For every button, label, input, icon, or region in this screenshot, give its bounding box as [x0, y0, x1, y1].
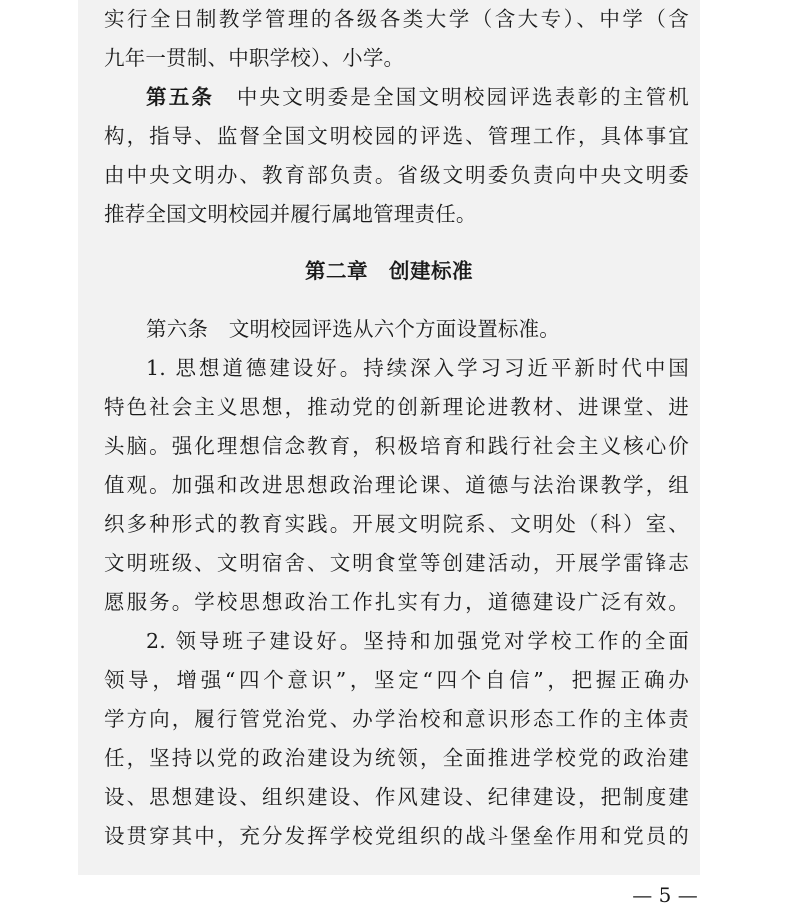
body-line-2: 九年一贯制、中职学校）、小学。: [104, 46, 405, 70]
item-1-first-line: 1. 思想道德建设好。持续深入学习习近平新时代中国: [146, 356, 689, 380]
article-6-line: 第六条 文明校园评选从六个方面设置标准。: [146, 317, 560, 341]
body-line-14: 愿服务。学校思想政治工作扎实有力，道德建设广泛有效。: [104, 590, 689, 614]
body-line-20: 设贯穿其中，充分发挥学校党组织的战斗堡垒作用和党员的: [104, 824, 689, 848]
body-line-6: 推荐全国文明校园并履行属地管理责任。: [104, 202, 477, 226]
item-2-first-line: 2. 领导班子建设好。坚持和加强党对学校工作的全面: [146, 629, 689, 653]
body-line-13: 文明班级、文明宿舍、文明食堂等创建活动，开展学雷锋志: [104, 551, 689, 575]
body-line-18: 任，坚持以党的政治建设为统领，全面推进学校党的政治建: [104, 746, 689, 770]
body-line-4: 构，指导、监督全国文明校园的评选、管理工作，具体事宜: [104, 124, 689, 148]
body-line-9: 特色社会主义思想，推动党的创新理论进教材、进课堂、进: [104, 395, 689, 419]
body-line-19: 设、思想建设、组织建设、作风建设、纪律建设，把制度建: [104, 785, 689, 809]
page-number: — 5 —: [632, 883, 698, 907]
body-line-12: 织多种形式的教育实践。开展文明院系、文明处（科）室、: [104, 512, 689, 536]
article-5-text: 中央文明委是全国文明校园评选表彰的主管机: [236, 85, 689, 109]
body-line-1: 实行全日制教学管理的各级各类大学（含大专）、中学（含: [104, 7, 689, 31]
body-line-11: 值观。加强和改进思想政治理论课、道德与法治课教学，组: [104, 473, 689, 497]
article-5-first-line: [146, 78, 689, 117]
body-line-10: 头脑。强化理想信念教育，积极培育和践行社会主义核心价: [104, 434, 689, 458]
article-5-label: 第五条: [146, 85, 215, 109]
body-line-5: 由中央文明办、教育部负责。省级文明委负责向中央文明委: [104, 163, 689, 187]
body-line-17: 学方向，履行管党治党、办学治校和意识形态工作的主体责: [104, 707, 689, 731]
body-line-16: 领导，增强“四个意识”，坚定“四个自信”，把握正确办: [104, 668, 689, 692]
chapter-heading: 第二章 创建标准: [305, 259, 473, 283]
